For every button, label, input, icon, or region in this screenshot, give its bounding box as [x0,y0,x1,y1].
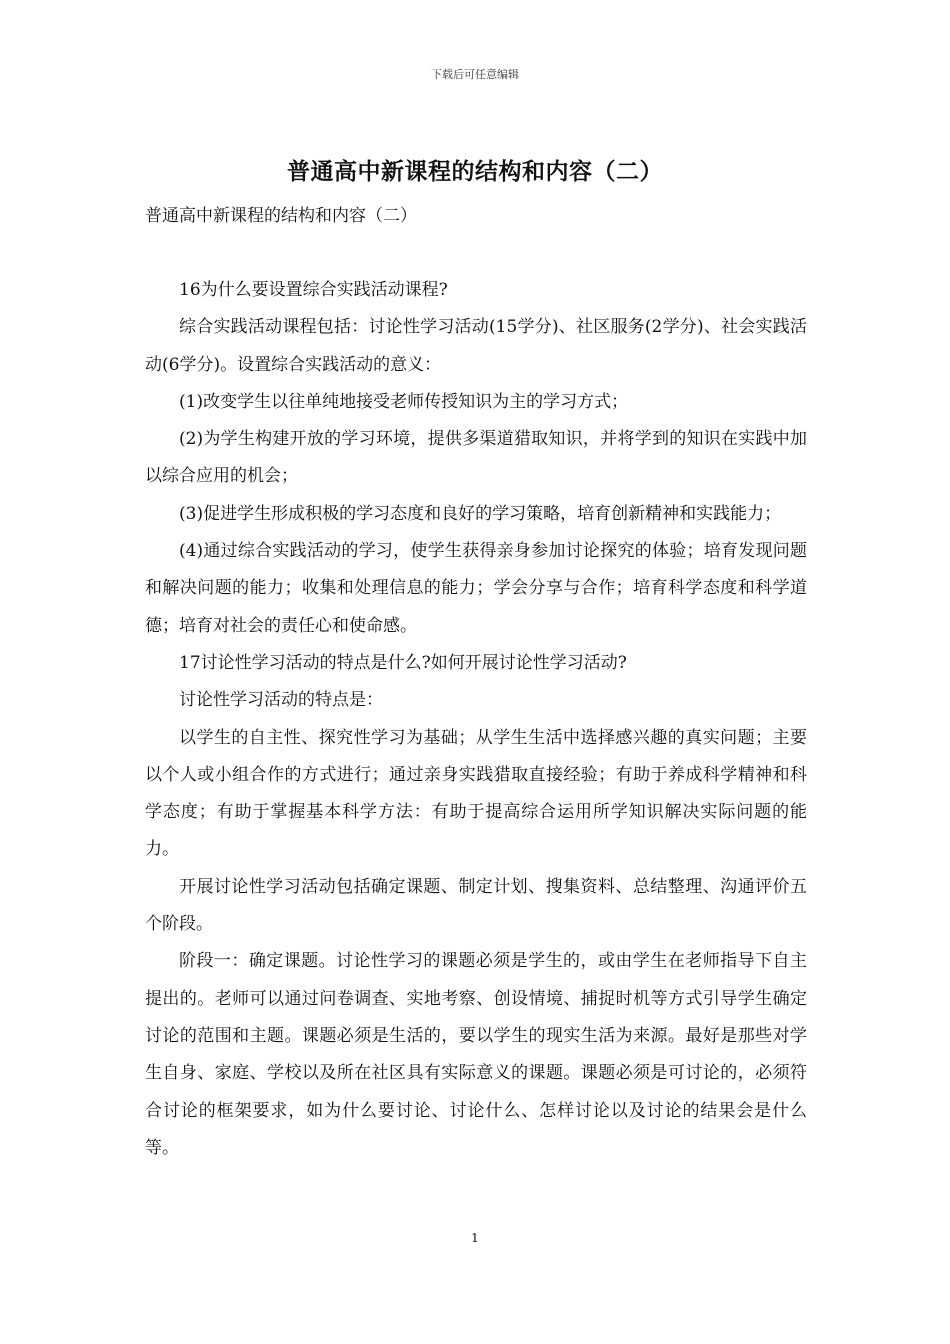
paragraph: (3)促进学生形成积极的学习态度和良好的学习策略，培育创新精神和实践能力； [179,503,782,524]
paragraph: 以学生的自主性、探究性学习为基础；从学生生活中选择感兴趣的真实问题；主要以个人或小组合作的方式进行；通过亲身实践猎取直接经验；有助于养成科学精神和科学态度；有助于掌握基本科学方法：有助于提高综合运用所学知识解决实际问题的能力。 [145,727,807,860]
paragraph: (2)为学生构建开放的学习环境，提供多渠道猎取知识，并将学到的知识在实践中加以综合应用的机会； [145,429,807,487]
paragraph: 阶段一：确定课题。讨论性学习的课题必须是学生的，或由学生在老师指导下自主提出的。老师可以通过问卷调查、实地考察、创设情境、捕捉时机等方式引导学生确定讨论的范围和主题。课题必须是生活的，要以学生的现实生活为来源。最好是那些对学生自身、家庭、学校以及所在社区具有实际意义的课题。课题必须是可讨论的，必须符合讨论的框架要求，如为什么要讨论、讨论什么、怎样讨论以及讨论的结果会是什么等。 [145,951,807,1158]
paragraph: 开展讨论性学习活动包括确定课题、制定计划、搜集资料、总结整理、沟通评价五个阶段。 [145,876,807,935]
paragraph: 17讨论性学习活动的特点是什么?如何开展讨论性学习活动? [179,652,627,673]
header-note: 下载后可任意编辑 [431,68,519,81]
page-number: 1 [471,1231,479,1245]
paragraph: 16为什么要设置综合实践活动课程? [179,280,448,300]
document-body [145,272,807,1167]
paragraph: (1)改变学生以往单纯地接受老师传授知识为主的学习方式； [179,391,629,412]
page-title: 普通高中新课程的结构和内容（二） [287,158,663,185]
paragraph: 讨论性学习活动的特点是： [179,690,383,711]
paragraph: (4)通过综合实践活动的学习，使学生获得亲身参加讨论探究的体验；培育发现问题和解决问题的能力；收集和处理信息的能力；学会分享与合作；培育科学态度和科学道德；培育对社会的责任心和使命感。 [145,541,807,636]
paragraph: 综合实践活动课程包括：讨论性学习活动(15学分)、社区服务(2学分)、社会实践活动(6学分)。设置综合实践活动的意义： [145,317,807,375]
page-subtitle: 普通高中新课程的结构和内容（二） [145,206,417,226]
